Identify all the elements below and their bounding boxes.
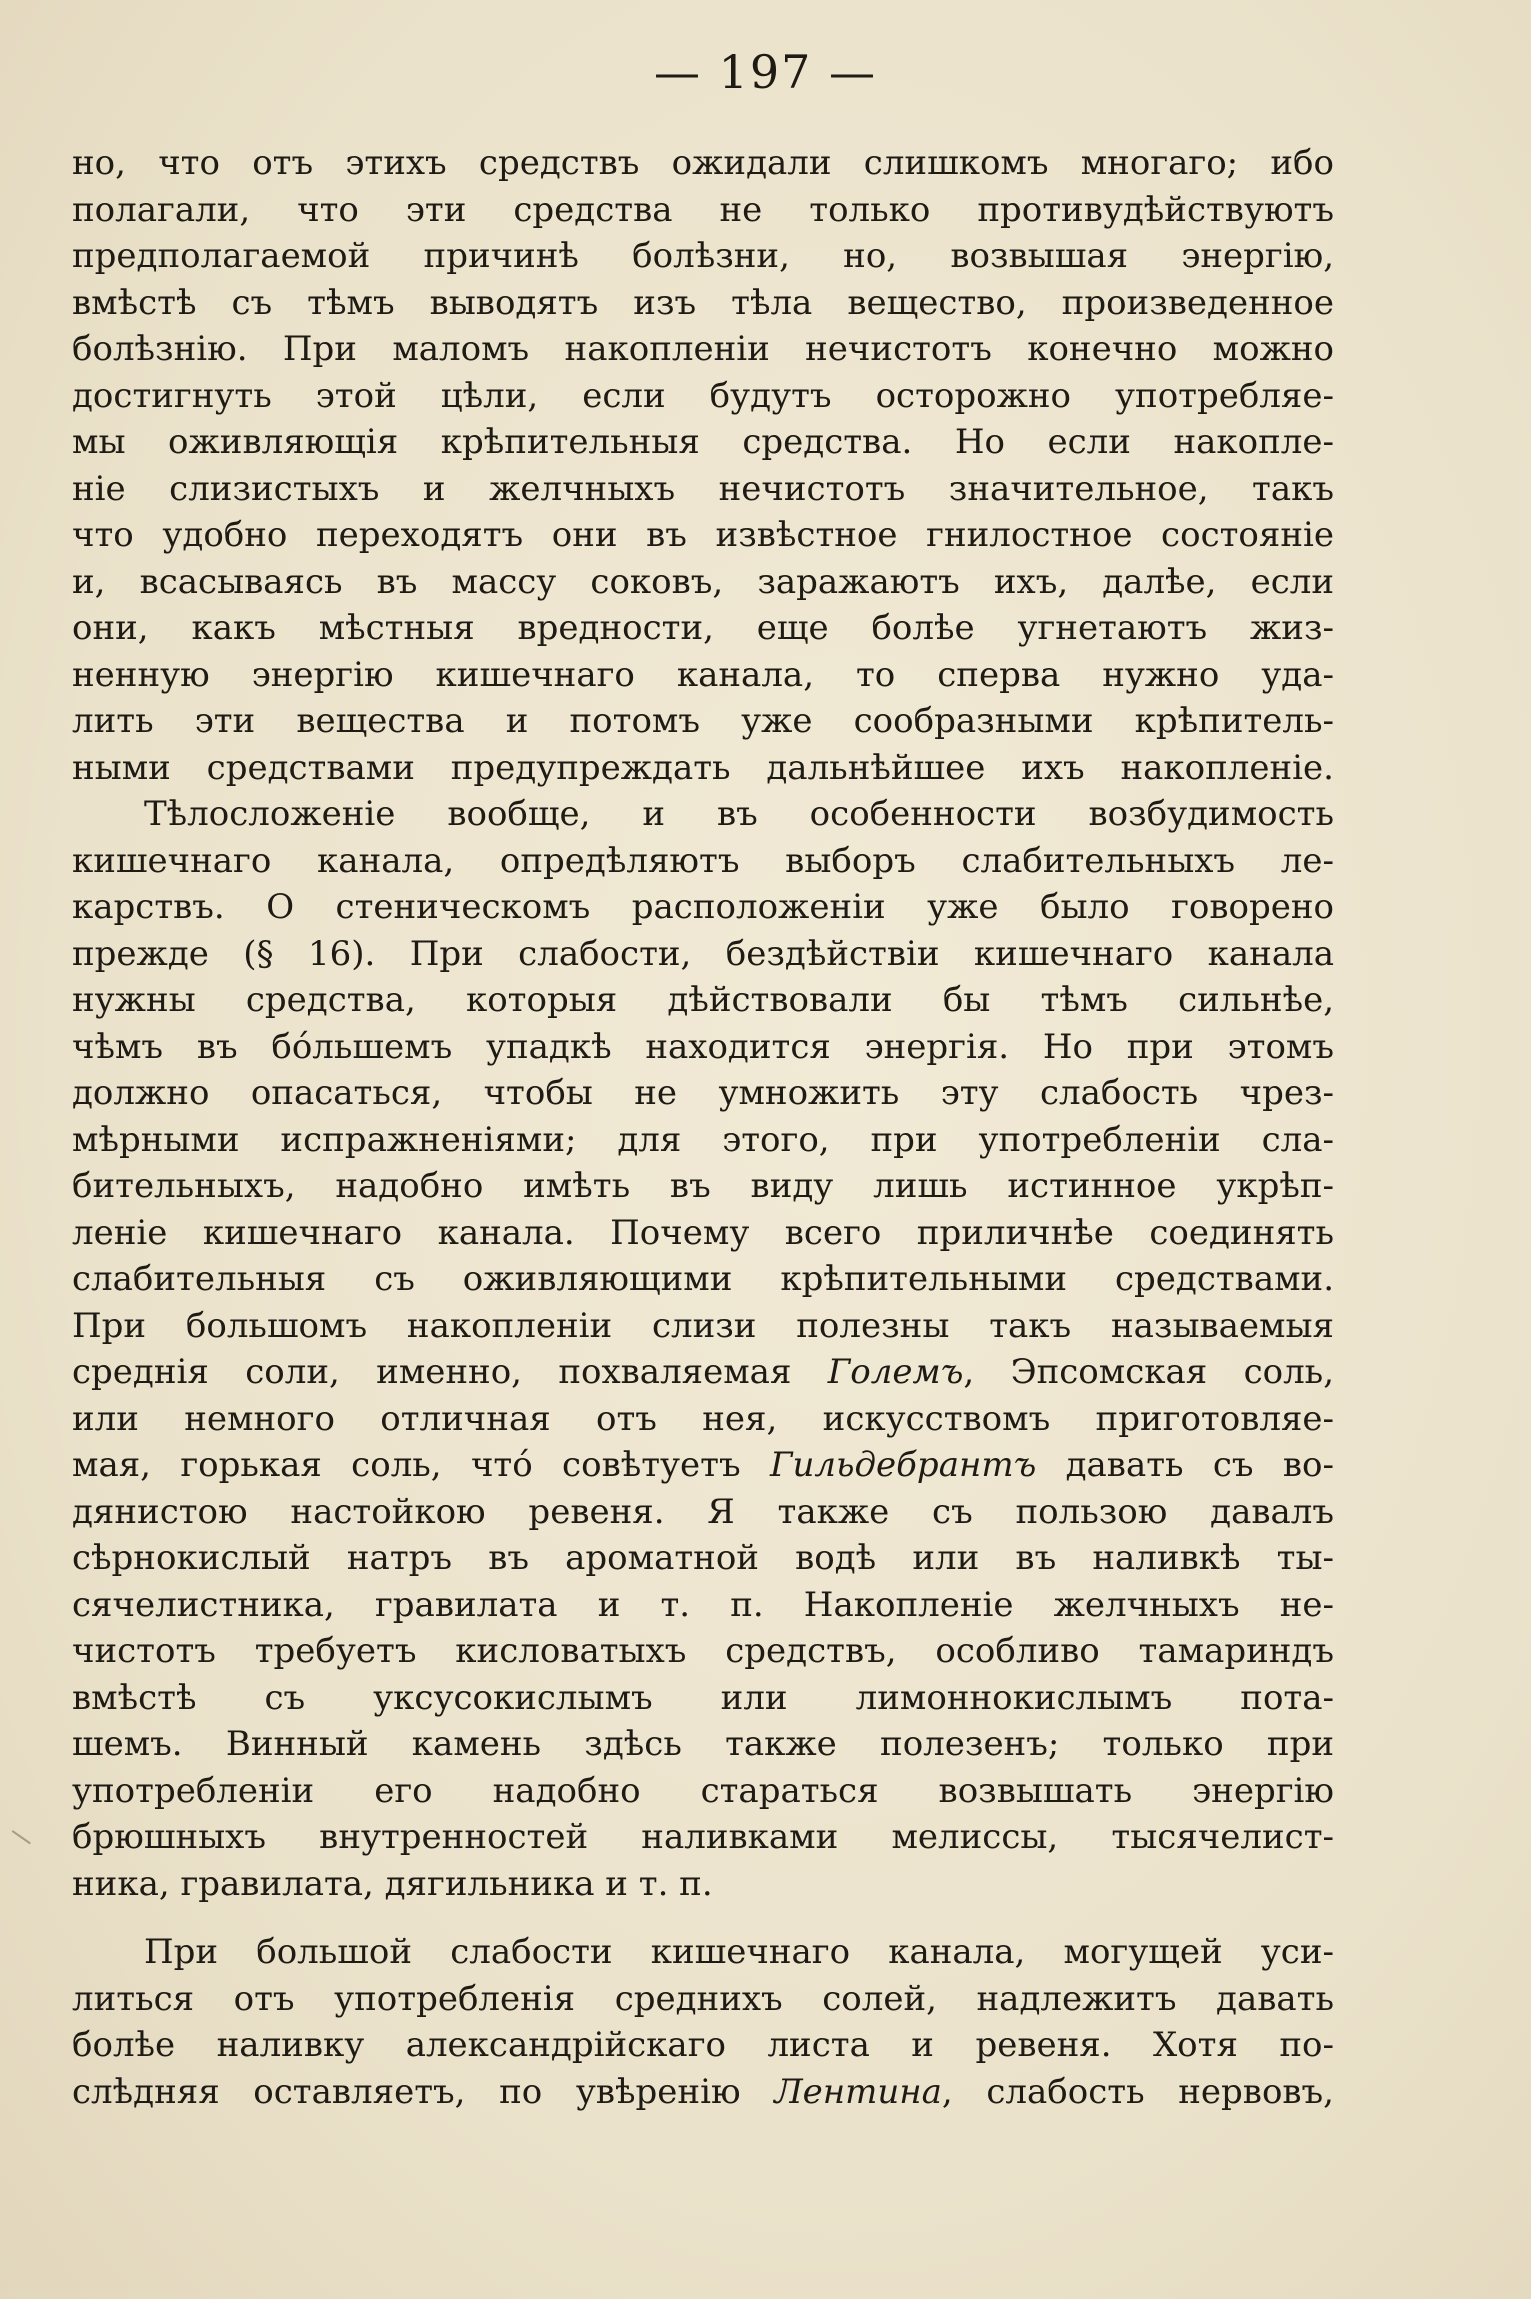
text-line: брюшныхъ внутренностей наливками мелиссы, тысячелист- xyxy=(72,1817,1334,1857)
text-line: должно опасаться, чтобы не умножить эту слабость чрез- xyxy=(72,1073,1334,1113)
text-line: среднія соли, именно, похваляемая Големъ, Эпсомская соль, xyxy=(72,1352,1334,1392)
text-line: мѣрными испражненіями; для этого, при употребленіи сла- xyxy=(72,1119,1334,1160)
text-line: достигнуть этой цѣли, если будутъ осторожно употребляе- xyxy=(72,375,1334,416)
italic-name: Големъ xyxy=(827,1352,964,1392)
text-line: и, всасываясь въ массу соковъ, заражаютъ ихъ, далѣе, если xyxy=(72,561,1334,602)
page-number: — 197 — xyxy=(653,45,878,99)
text-line: нужны средства, которыя дѣйствовали бы тѣмъ сильнѣе, xyxy=(72,980,1334,1020)
text-line: шемъ. Винный камень здѣсь также полезенъ; только при xyxy=(72,1724,1334,1764)
text-line: слѣдняя оставляетъ, по увѣренію Лентина, слабость нервовъ, xyxy=(72,2071,1334,2112)
text-line: При большой слабости кишечнаго канала, могущей уси- xyxy=(144,1932,1334,1972)
text-line: карствъ. О стеническомъ расположеніи уже было говорено xyxy=(72,887,1334,927)
text-line: чѣмъ въ бо́льшемъ упадкѣ находится энергія. Но при этомъ xyxy=(72,1026,1334,1067)
text-line: прежде (§ 16). При слабости, бездѣйствіи кишечнаго канала xyxy=(72,933,1334,974)
text-line: вмѣстѣ съ уксусокислымъ или лимоннокислымъ пота- xyxy=(72,1677,1334,1718)
text-line: но, что отъ этихъ средствъ ожидали слишкомъ многаго; ибо xyxy=(72,143,1334,183)
text-line: литься отъ употребленія среднихъ солей, надлежитъ давать xyxy=(72,1978,1334,2019)
text-line: болѣе наливку александрійскаго листа и ревеня. Хотя по- xyxy=(72,2025,1334,2065)
text-line: вмѣстѣ съ тѣмъ выводятъ изъ тѣла вещество, произведенное xyxy=(72,282,1334,323)
text-line: ника, гравилата, дягильника и т. п. xyxy=(72,1863,713,1904)
text-line: они, какъ мѣстныя вредности, еще болѣе угнетаютъ жиз- xyxy=(72,608,1334,648)
text-line: чистотъ требуетъ кисловатыхъ средствъ, особливо тамариндъ xyxy=(72,1631,1334,1671)
text-line: полагали, что эти средства не только противудѣйствуютъ xyxy=(72,189,1334,230)
text-line: или немного отличная отъ нея, искусствомъ приготовляе- xyxy=(72,1398,1334,1439)
text-line: мы оживляющія крѣпительныя средства. Но если накопле- xyxy=(72,422,1334,462)
text-line: сѣрнокислый натръ въ ароматной водѣ или въ наливкѣ ты- xyxy=(72,1538,1334,1578)
text-line: Тѣлосложеніе вообще, и въ особенности возбудимость xyxy=(144,794,1334,834)
text-line: бительныхъ, надобно имѣть въ виду лишь истинное укрѣп- xyxy=(72,1166,1334,1206)
text-line: При большомъ накопленіи слизи полезны такъ называемыя xyxy=(72,1305,1334,1346)
text-line: употребленіи его надобно стараться возвышать энергію xyxy=(72,1770,1334,1811)
text-line: леніе кишечнаго канала. Почему всего приличнѣе соединять xyxy=(72,1212,1334,1253)
italic-name: Гильдебрантъ xyxy=(769,1445,1037,1485)
text-line: предполагаемой причинѣ болѣзни, но, возвышая энергію, xyxy=(72,236,1334,276)
text-line: ніе слизистыхъ и желчныхъ нечистотъ значительное, такъ xyxy=(72,468,1334,509)
text-line: лить эти вещества и потомъ уже сообразными крѣпитель- xyxy=(72,701,1334,741)
text-line: дянистою настойкою ревеня. Я также съ пользою давалъ xyxy=(72,1491,1334,1532)
text-line: что удобно переходятъ они въ извѣстное гнилостное состояніе xyxy=(72,515,1334,555)
text-line: кишечнаго канала, опредѣляютъ выборъ слабительныхъ ле- xyxy=(72,840,1334,881)
margin-pencil-mark xyxy=(12,1814,43,1845)
italic-name: Лентина xyxy=(774,2071,942,2112)
text-line: ненную энергію кишечнаго канала, то сперва нужно уда- xyxy=(72,654,1334,695)
text-line: болѣзнію. При маломъ накопленіи нечистотъ конечно можно xyxy=(72,329,1334,369)
text-line: сячелистника, гравилата и т. п. Накопленіе желчныхъ не- xyxy=(72,1584,1334,1625)
text-line: мая, горькая соль, что́ совѣтуетъ Гильдебрантъ давать съ во- xyxy=(72,1445,1334,1485)
text-body xyxy=(72,140,1334,2115)
text-line: слабительныя съ оживляющими крѣпительными средствами. xyxy=(72,1259,1334,1299)
text-line: ными средствами предупреждать дальнѣйшее ихъ накопленіе. xyxy=(72,747,1334,788)
